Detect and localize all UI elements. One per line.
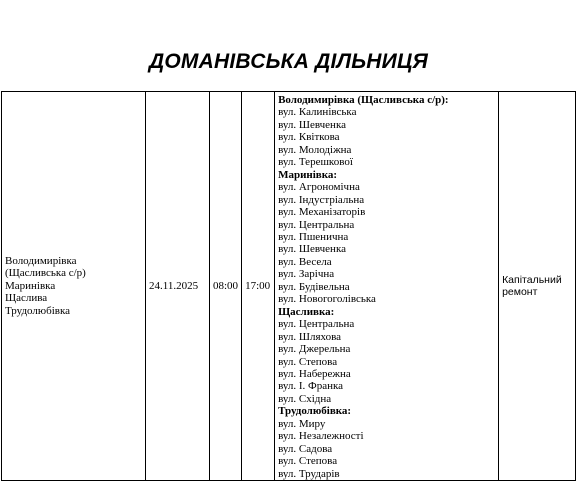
street-item: вул. Центральна	[278, 218, 355, 231]
village-name: Трудолюбівка	[5, 304, 71, 317]
group-header: Трудолюбівка:	[278, 405, 352, 418]
villages-cell	[2, 92, 146, 481]
village-name: Маринівка	[5, 279, 56, 292]
street-item: вул. Механізаторів	[278, 206, 366, 219]
street-item: вул. Джерельна	[278, 343, 351, 356]
street-item: вул. Трударів	[278, 467, 340, 480]
start-time-cell: 08:00	[210, 92, 242, 481]
street-item: вул. Агрономічна	[278, 181, 360, 194]
date-cell: 24.11.2025	[146, 92, 210, 481]
page-title: ДОМАНІВСЬКА ДІЛЬНИЦЯ	[149, 50, 428, 73]
street-item: вул. Східна	[278, 392, 332, 405]
outage-table	[1, 91, 576, 481]
end-time-cell: 17:00	[242, 92, 275, 481]
village-name: Володимирівка	[5, 254, 77, 267]
group-header: Щасливка:	[278, 305, 335, 318]
reason-text: Капітальний	[502, 273, 562, 286]
street-item: вул. Молодіжна	[278, 143, 352, 156]
group-header: Маринівка:	[278, 168, 338, 181]
street-item: вул. Будівельна	[278, 280, 350, 293]
street-item: вул. Набережна	[278, 367, 351, 380]
village-name: Щаслива	[5, 292, 48, 305]
street-item: вул. Степова	[278, 355, 338, 368]
streets-cell	[275, 92, 499, 481]
street-item: вул. Калинівська	[278, 106, 357, 119]
street-item: вул. Центральна	[278, 318, 355, 331]
street-item: вул. Терешкової	[278, 156, 353, 169]
street-item: вул. Садова	[278, 442, 333, 455]
street-item: вул. І. Франка	[278, 380, 344, 393]
street-item: вул. Шевченка	[278, 243, 347, 256]
street-item: вул. Індустріальна	[278, 193, 365, 206]
street-item: вул. Весела	[278, 255, 332, 268]
reason-cell	[499, 92, 576, 481]
village-name: (Щасливська с/р)	[5, 267, 86, 280]
street-item: вул. Пшенична	[278, 230, 349, 243]
reason-text: ремонт	[502, 286, 538, 299]
street-item: вул. Шевченка	[278, 118, 347, 131]
group-header: Володимирівка (Щасливська с/р):	[278, 94, 449, 106]
street-item: вул. Незалежності	[278, 430, 364, 443]
street-item: вул. Зарічна	[278, 268, 335, 281]
street-item: вул. Миру	[278, 417, 326, 430]
street-item: вул. Квіткова	[278, 131, 340, 144]
street-item: вул. Шляхова	[278, 330, 342, 343]
street-item: вул. Степова	[278, 455, 338, 468]
table-row	[2, 92, 576, 481]
street-item: вул. Новогоголівська	[278, 293, 376, 306]
